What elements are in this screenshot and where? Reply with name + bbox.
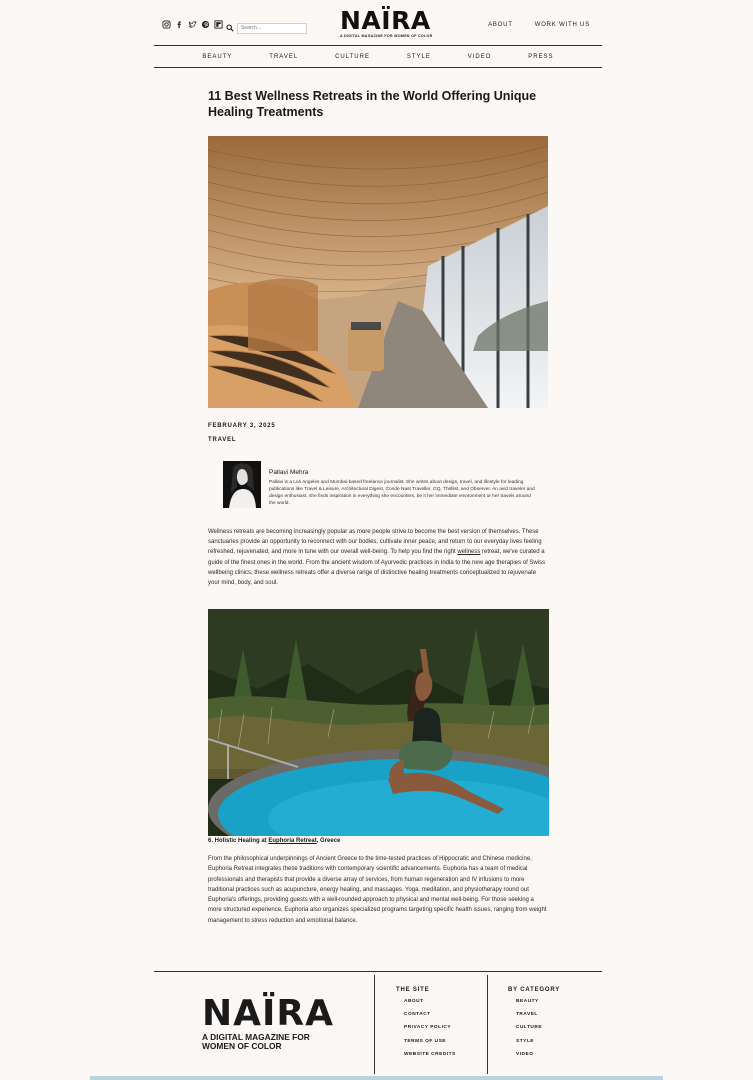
footer-divider	[374, 975, 375, 1074]
euphoria-retreat-image	[208, 609, 549, 836]
nav-item-travel[interactable]: TRAVEL	[269, 53, 299, 60]
footer-cat-culture[interactable]: CULTURE	[516, 1025, 543, 1031]
footer-category-heading: BY CATEGORY	[508, 987, 561, 993]
hero-image	[208, 136, 548, 408]
logo-wordmark: NAÏRA	[340, 6, 431, 35]
article-category[interactable]: TRAVEL	[208, 437, 237, 443]
pinterest-icon[interactable]	[201, 20, 210, 29]
footer-site-heading: THE SITE	[396, 987, 430, 993]
footer-site-column	[396, 987, 456, 1065]
footer-logo-wordmark: NAÏRA	[202, 993, 334, 1034]
image-caption	[208, 838, 340, 844]
nav-item-beauty[interactable]: BEAUTY	[202, 53, 233, 60]
work-with-us-link[interactable]: WORK WITH US	[534, 22, 590, 28]
intro-paragraph	[208, 527, 548, 588]
footer-link-terms-of-use[interactable]: TERMS OF USE	[404, 1038, 446, 1044]
social-links	[162, 20, 223, 29]
footer-cat-travel[interactable]: TRAVEL	[516, 1012, 538, 1018]
intro-text-end: retreat, we've curated a guide of the finest ones in the world. From the ancient wisdom of Ayurvedic practices in India to the new age therapies of Swiss wellbeing clinics, these wellness retreats offer a diverse range of distinctive healing treatments conceptualized to rejuvenate your mind, body, and soul.	[208, 549, 546, 587]
footer-link-privacy-policy[interactable]: PRIVACY POLICY	[404, 1025, 452, 1031]
author-bio: Pallavi is a Los Angeles and Mumbai-based freelance journalist. She writes about design, travel, and lifestyle for leading publications like Travel & Leisure, Architectural Digest, Conde Nast Traveller, GQ, Thrillist, and Observer. An avid traveler and design enthusiast, she finds inspiration in everything she encounters, be it her immediate environment or her travels around the world.	[269, 480, 535, 506]
euphoria-retreat-link[interactable]: Euphoria Retreat	[268, 838, 317, 844]
footer-tagline: A DIGITAL MAGAZINE FOR WOMEN OF COLOR	[202, 1032, 310, 1051]
caption-location: , Greece	[316, 838, 341, 844]
site-header	[154, 0, 602, 46]
nav-item-culture[interactable]: CULTURE	[335, 53, 370, 60]
euphoria-paragraph: From the philosophical underpinnings of Ancient Greece to the time-tested practices of Hippocratic and Chinese medicine, Euphoria Retreat integrates these traditions with contemporary scientific advancements. Euphoria has a team of medical professionals and therapists that provide a diverse array of services, from human regeneration and IV infusions to more traditional practices such as acupuncture, energy healing, and massages. Yoga, meditation, and physiotherapy round out Euphoria's offerings, providing guests with a well-rounded approach to physical and mental well-being. For those seeking a more structured experience, Euphoria also organizes specialized programs targeting specific health issues, ranging from weight management to stress reduction and emotional balance.	[208, 856, 547, 924]
search-bar	[226, 19, 307, 37]
footer-link-about[interactable]: ABOUT	[404, 999, 424, 1004]
article-date: FEBRUARY 3, 2025	[208, 423, 276, 429]
logo-tagline: A DIGITAL MAGAZINE FOR WOMEN OF COLOR	[340, 34, 433, 38]
footer-logo[interactable]	[202, 993, 334, 1051]
footer-cat-style[interactable]: STYLE	[516, 1038, 534, 1044]
bottom-bar	[90, 1076, 663, 1080]
footer-category-column	[508, 987, 560, 1065]
footer-divider	[487, 975, 488, 1074]
wellness-link[interactable]: wellness	[457, 549, 481, 556]
facebook-icon[interactable]	[175, 20, 184, 29]
footer-cat-beauty[interactable]: BEAUTY	[516, 999, 539, 1004]
intro-text-start: Wellness retreats are becoming increasingly popular as more people strive to become the best version of themselves. These sanctuaries provide an opportunity to reconnect with our bodies, cultivate inner peace, and return to our everyday lives feeling refreshed, rejuvenated, and more in tune with our overall well-being. To help you find the right	[208, 529, 542, 556]
main-nav	[154, 45, 602, 68]
nav-item-style[interactable]: STYLE	[406, 53, 431, 60]
footer-cat-video[interactable]: VIDEO	[516, 1051, 534, 1057]
about-link[interactable]: ABOUT	[488, 22, 513, 28]
caption-text: 6. Holistic Healing at	[208, 838, 269, 844]
article-title: 11 Best Wellness Retreats in the World Offering Unique Healing Treatments	[208, 89, 537, 119]
twitter-icon[interactable]	[188, 20, 197, 29]
search-input[interactable]	[237, 23, 307, 34]
search-icon[interactable]	[226, 19, 234, 37]
instagram-icon[interactable]	[162, 20, 171, 29]
header-links	[488, 22, 590, 28]
author-avatar	[223, 461, 261, 508]
site-logo[interactable]	[340, 6, 433, 38]
nav-item-press[interactable]: PRESS	[528, 53, 554, 60]
footer-link-website-credits[interactable]: WEBSITE CREDITS	[404, 1051, 456, 1057]
flipboard-icon[interactable]	[214, 20, 223, 29]
nav-item-video[interactable]: VIDEO	[467, 53, 492, 60]
footer-link-contact[interactable]: CONTACT	[404, 1012, 431, 1018]
site-footer	[154, 971, 602, 1073]
author-name[interactable]: Pallavi Mehra	[269, 469, 309, 476]
